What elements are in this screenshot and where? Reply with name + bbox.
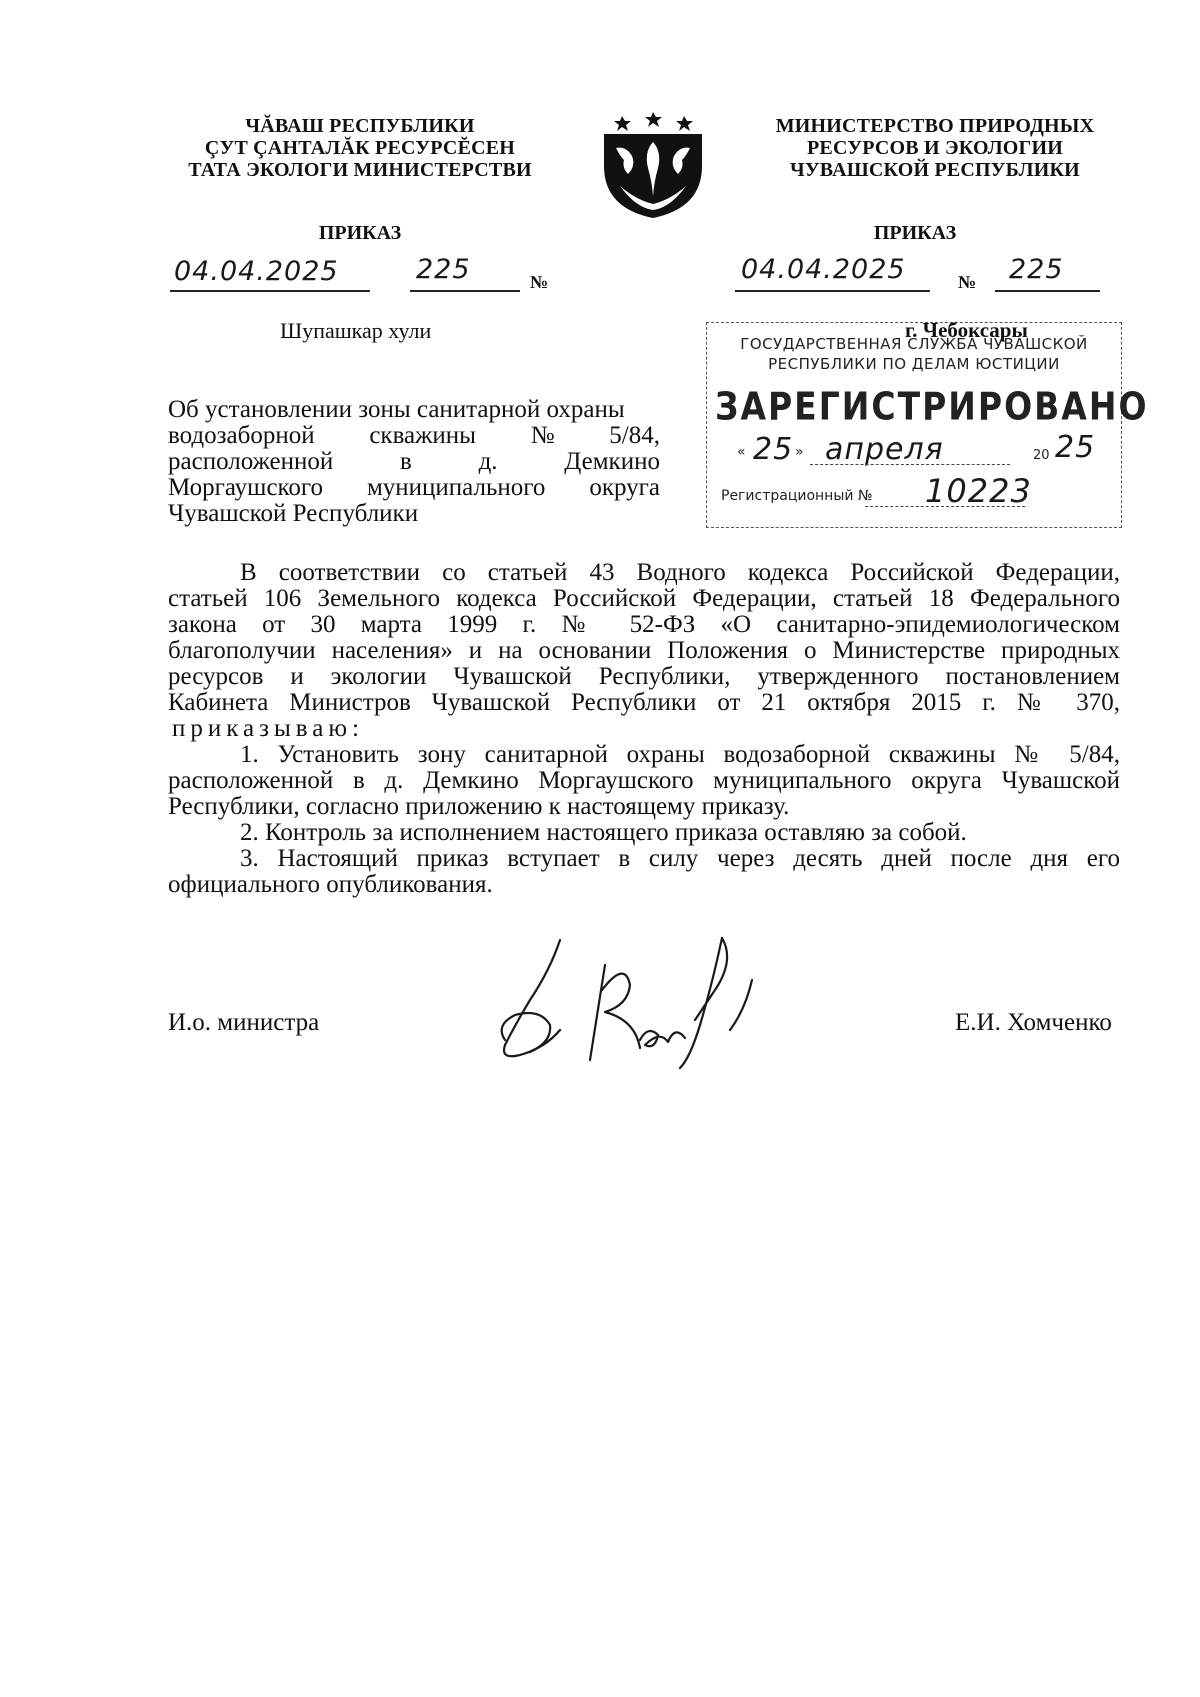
subject-word: водозаборной: [168, 422, 315, 449]
preamble-line-5: ресурсов и экологии Чувашской Республики, утвержденного постановлением: [168, 663, 1120, 690]
number-right-handwritten: 225: [1009, 254, 1064, 285]
item3-line-2: официального опубликования.: [168, 871, 493, 898]
item2: 2. Контроль за исполнением настоящего приказа оставляю за собой.: [240, 819, 967, 846]
signatory-name: Е.И. Хомченко: [955, 1009, 1112, 1036]
preamble-line-1: В соответствии со статьей 43 Водного кодекса Российской Федерации,: [240, 559, 1120, 586]
header-right-line-1: МИНИСТЕРСТВО ПРИРОДНЫХ: [775, 115, 1095, 137]
preamble-line-6: Кабинета Министров Чувашской Республики от 21 октября 2015 г. № 370,: [168, 689, 1120, 716]
number-line-left: [410, 254, 520, 292]
order-subject: [168, 397, 660, 527]
stamp-reg-number-handwritten: 10223: [925, 472, 1032, 510]
number-line-right: [995, 254, 1100, 292]
doc-type-left: ПРИКАЗ: [318, 222, 402, 244]
subject-line-2: [168, 423, 660, 449]
registration-stamp: [706, 322, 1149, 528]
stamp-quote-open: «: [737, 444, 746, 460]
subject-line-5: Чувашской Республики: [168, 500, 419, 527]
header-right-line-3: ЧУВАШСКОЙ РЕСПУБЛИКИ: [790, 159, 1080, 181]
header-left-line-1: ЧĂВАШ РЕСПУБЛИКИ: [245, 115, 475, 137]
subject-word: в: [400, 448, 412, 475]
subject-word: №: [530, 422, 555, 449]
stamp-quote-close: »: [795, 444, 804, 460]
item1-line-3: Республики, согласно приложению к настоящему приказу.: [168, 793, 790, 820]
date-right-handwritten: 04.04.2025: [741, 254, 906, 285]
item1-line-1: 1. Установить зону санитарной охраны водозаборной скважины № 5/84,: [240, 741, 1120, 768]
subject-word: 5/84,: [609, 422, 660, 449]
stamp-month-line: [810, 464, 1010, 465]
stamp-date-row: [715, 432, 1113, 470]
doc-type-right: ПРИКАЗ: [873, 222, 957, 244]
subject-word: округа: [589, 474, 660, 501]
preamble-line-4: благополучии населения» и на основании Положения о Министерстве природных: [168, 637, 1120, 664]
subject-word: д.: [478, 448, 498, 475]
handwritten-signature: [490, 930, 770, 1070]
subject-word: расположенной: [168, 448, 334, 475]
stamp-month-handwritten: апреля: [825, 432, 944, 467]
subject-word: Моргаушского: [168, 474, 324, 501]
preamble-line-2: статьей 106 Земельного кодекса Российской Федерации, статьей 18 Федерального: [168, 585, 1120, 612]
subject-line-1: Об установлении зоны санитарной охраны: [168, 396, 625, 423]
header-right-line-2: РЕСУРСОВ И ЭКОЛОГИИ: [807, 137, 1063, 159]
ministry-name-russian: [735, 115, 1135, 181]
header-left-line-2: ÇУТ ÇАНТАЛĂК РЕСУРСĔСЕН: [204, 137, 516, 159]
number-left-handwritten: 225: [416, 254, 471, 285]
signatory-position: И.о. министра: [168, 1009, 320, 1036]
city-chuvash: Шупашкар хули: [280, 318, 432, 343]
order-word: приказываю:: [172, 715, 364, 742]
stamp-day-handwritten: 25: [753, 432, 794, 467]
city-russian: г. Чебоксары: [905, 318, 1028, 342]
stamp-line-2: РЕСПУБЛИКИ ПО ДЕЛАМ ЮСТИЦИИ: [768, 355, 1060, 373]
number-sign-left: №: [530, 272, 549, 292]
stamp-reg-line: [865, 506, 1025, 507]
item1-line-2: расположенной в д. Демкино Моргаушского муниципального округа Чувашской: [168, 767, 1120, 794]
ministry-name-chuvash: [150, 115, 570, 181]
stamp-year-handwritten: 25: [1055, 430, 1096, 465]
date-left-handwritten: 04.04.2025: [174, 256, 339, 287]
preamble-line-3: закона от 30 марта 1999 г. № 52-ФЗ «О санитарно-эпидемиологическом: [168, 611, 1120, 638]
stamp-reg-row: [715, 472, 1113, 510]
stamp-year-prefix: 20: [1033, 448, 1050, 463]
header-left-line-3: ТАТА ЭКОЛОГИ МИНИСТЕРСТВИ: [188, 159, 532, 181]
stamp-line-1: ГОСУДАРСТВЕННАЯ СЛУЖБА ЧУВАШСКОЙ: [740, 335, 1088, 353]
subject-word: муниципального: [366, 474, 546, 501]
date-line-left: [170, 256, 370, 292]
subject-line-3: [168, 449, 660, 475]
number-sign-right: №: [958, 272, 977, 292]
subject-word: скважины: [369, 422, 476, 449]
order-body: [168, 560, 1120, 898]
stamp-title: ЗАРЕГИСТРИРОВАНО: [715, 384, 1149, 429]
item3-line-1: 3. Настоящий приказ вступает в силу через десять дней после дня его: [240, 845, 1120, 872]
subject-word: Демкино: [564, 448, 660, 475]
date-line-right: [735, 254, 930, 292]
subject-line-4: [168, 475, 660, 501]
chuvash-emblem-icon: [598, 108, 708, 220]
stamp-reg-label: Регистрационный №: [721, 488, 873, 504]
